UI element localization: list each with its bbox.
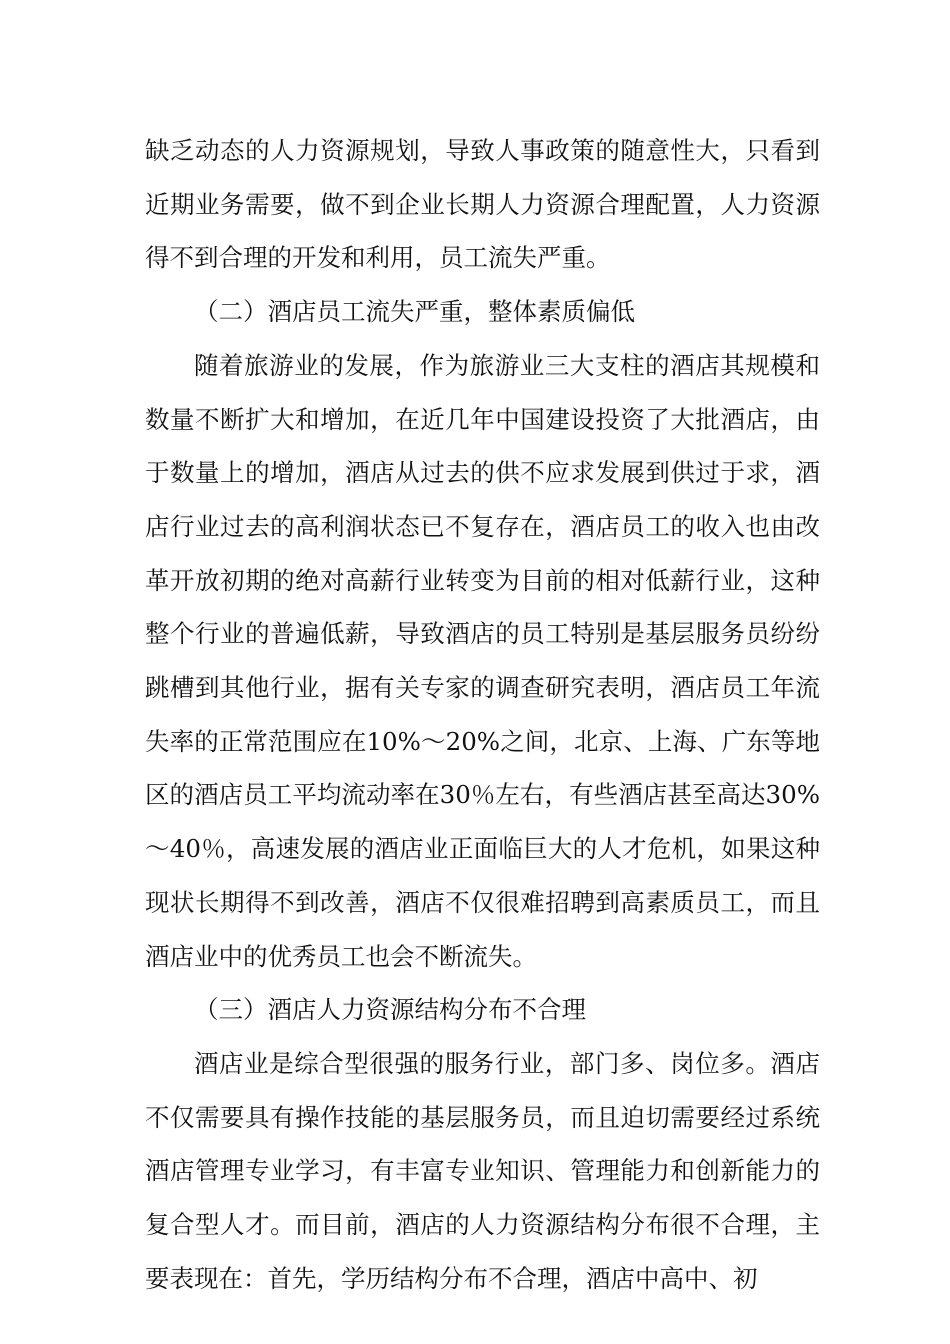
section-heading-3: （三）酒店人力资源结构分布不合理 — [194, 995, 586, 1025]
paragraph-structure: 酒店业是综合型很强的服务行业，部门多、岗位多。酒店不仅需要具有操作技能的基层服务员，而且迫切需要经过系统酒店管理专业学习，有丰富专业知识、管理能力和创新能力的复合型人才。而目前，酒店的人力资源结构分布很不合理，主要表现在：首先，学历结构分布不合理，酒店中高中、初 — [145, 1048, 820, 1293]
document-page — [145, 124, 820, 1305]
section-heading-2: （二）酒店员工流失严重，整体素质偏低 — [194, 297, 635, 327]
paragraph-continuation: 缺乏动态的人力资源规划，导致人事政策的随意性大，只看到近期业务需要，做不到企业长期人力资源合理配置，人力资源得不到合理的开发和利用，员工流失严重。 — [145, 136, 820, 273]
paragraph-staff-turnover: 随着旅游业的发展，作为旅游业三大支柱的酒店其规模和数量不断扩大和增加，在近几年中国建设投资了大批酒店，由于数量上的增加，酒店从过去的供不应求发展到供过于求，酒店行业过去的高利润状态已不复存在，酒店员工的收入也由改革开放初期的绝对高薪行业转变为目前的相对低薪行业，这种整个行业的普遍低薪，导致酒店的员工特别是基层服务员纷纷跳槽到其他行业，据有关专家的调查研究表明，酒店员工年流失率的正常范围应在10%～20%之间，北京、上海、广东等地区的酒店员工平均流动率在30％左右，有些酒店甚至高达30%～40％，高速发展的酒店业正面临巨大的人才危机，如果这种现状长期得不到改善，酒店不仅很难招聘到高素质员工，而且酒店业中的优秀员工也会不断流失。 — [145, 350, 820, 971]
